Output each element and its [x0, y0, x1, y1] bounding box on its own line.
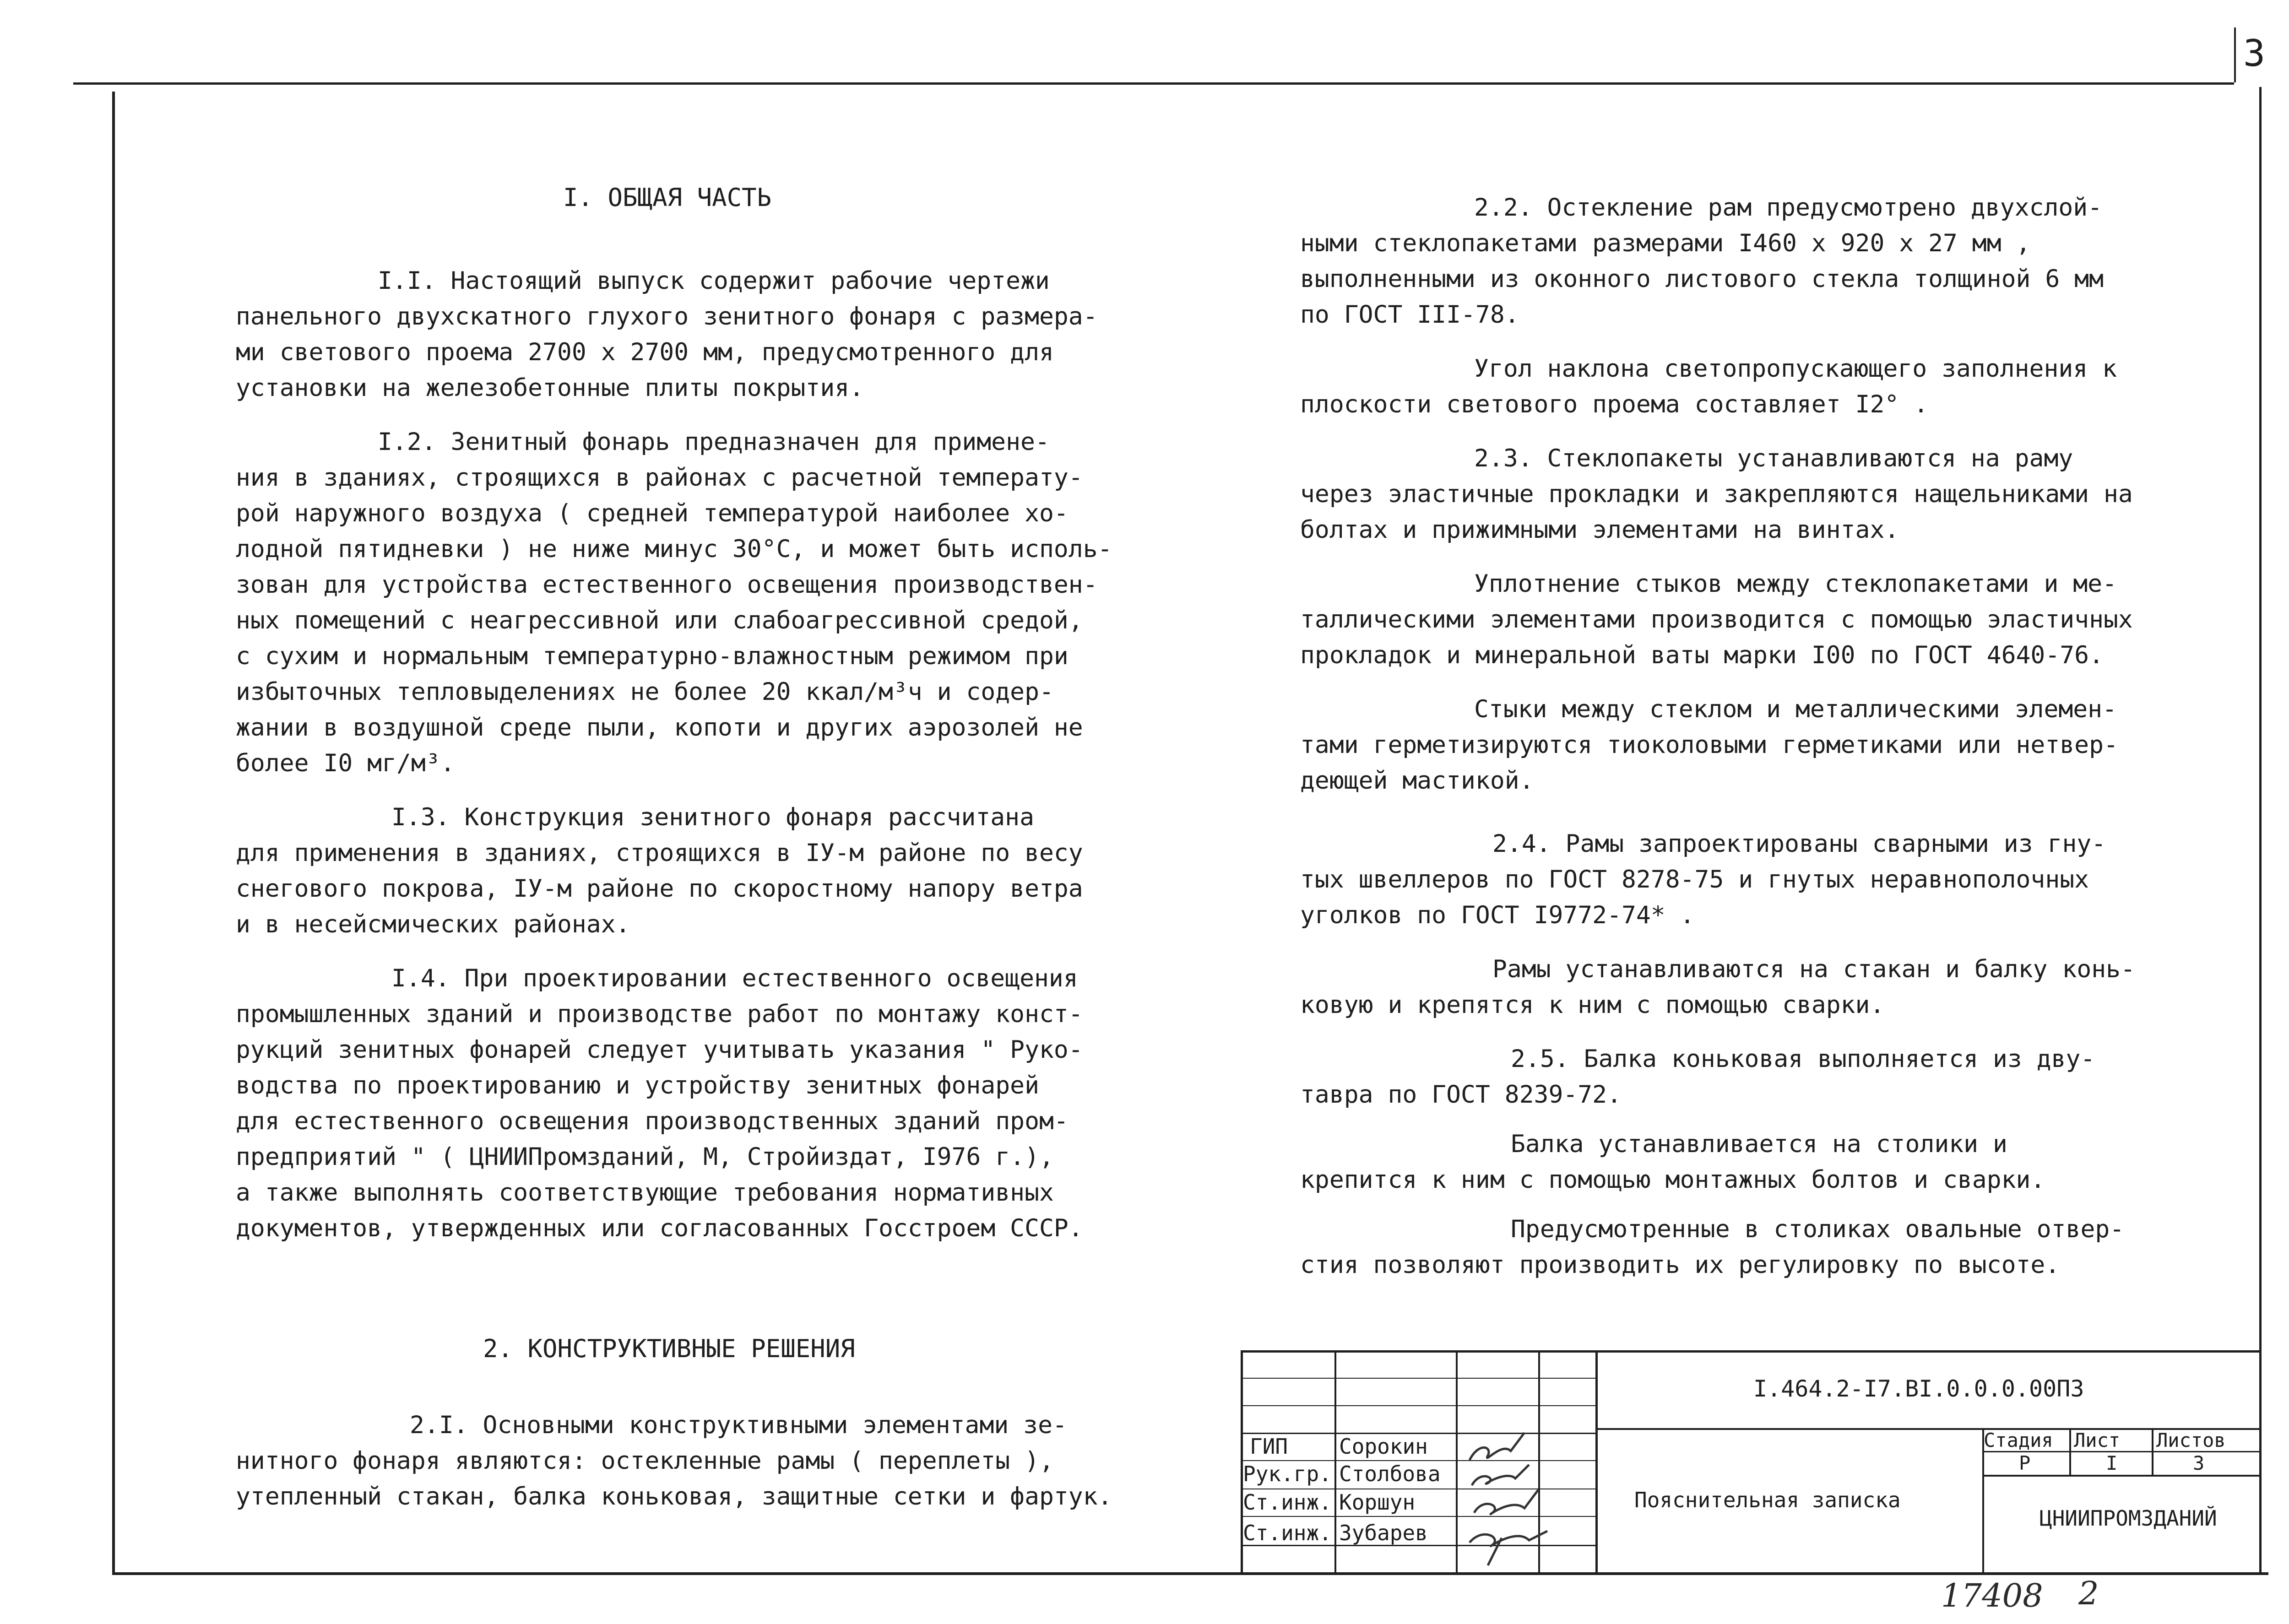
paragraph-2-5b: [1300, 1126, 2216, 1198]
text-line: с сухим и нормальным температурно-влажностным режимом при: [236, 642, 1069, 670]
text-line: 2.4. Рамы запроектированы сварными из гну-: [1492, 830, 2106, 858]
text-line: утепленный стакан, балка коньковая, защитные сетки и фартук.: [236, 1483, 1112, 1510]
text-line: промышленных зданий и производстве работ по монтажу конст-: [236, 1000, 1083, 1028]
text-line: рукций зенитных фонарей следует учитывать указания " Руко-: [236, 1036, 1083, 1064]
signature-3: [1474, 1490, 1538, 1514]
text-line: 2.2. Остекление рам предусмотрено двухслой-: [1474, 194, 2103, 222]
frame-left-line: [112, 92, 115, 1575]
paragraph-1-4: [236, 961, 1106, 1246]
paragraph-2-2: [1300, 190, 2216, 333]
text-line: избыточных тепловыделениях не более 20 ккал/м³ч и содер-: [236, 678, 1054, 706]
text-line: Предусмотренные в столиках овальные отвер-: [1511, 1215, 2125, 1243]
text-line: таллическими элементами производится с помощью эластичных: [1300, 606, 2133, 633]
text-line: прокладок и минеральной ваты марки I00 по ГОСТ 4640-76.: [1300, 641, 2104, 669]
text-line: через эластичные прокладки и закрепляются нащельниками на: [1300, 480, 2133, 508]
text-line: нитного фонаря являются: остекленные рамы ( переплеты ),: [236, 1447, 1054, 1475]
text-line: для естественного освещения производственных зданий пром-: [236, 1107, 1069, 1135]
text-line: Уплотнение стыков между стеклопакетами и ме-: [1474, 570, 2117, 598]
tb-col-line: [1456, 1350, 1458, 1575]
header-sheets: Листов: [2156, 1429, 2226, 1451]
text-line: болтах и прижимными элементами на винтах.: [1300, 516, 1899, 544]
left-text-column-2: [236, 1407, 1128, 1515]
title-block: [1241, 1350, 2262, 1575]
text-line: документов, утвержденных или согласованных Госстроем СССР.: [236, 1214, 1083, 1242]
tb-col-line: [1334, 1350, 1336, 1575]
text-line: установки на железобетонные плиты покрытия.: [236, 374, 864, 402]
text-line: крепится к ним с помощью монтажных болтов и сварки.: [1300, 1166, 2045, 1194]
value-sheet: I: [2106, 1452, 2118, 1474]
text-line: Угол наклона светопропускающего заполнения к: [1474, 355, 2117, 383]
paragraph-2-3c: [1300, 692, 2216, 799]
paragraph-1-3: [236, 800, 1106, 942]
text-line: по ГОСТ III-78.: [1300, 301, 1519, 329]
name-stolbova: Столбова: [1339, 1462, 1441, 1486]
paragraph-2-5: [1300, 1041, 2216, 1113]
text-line: снегового покрова, IУ-м районе по скоростному напору ветра: [236, 875, 1083, 903]
paragraph-2-3: [1300, 441, 2216, 548]
paragraph-2-5c: [1300, 1212, 2216, 1283]
text-line: уголков по ГОСТ I9772-74* .: [1300, 901, 1695, 929]
value-sheets: 3: [2193, 1452, 2205, 1474]
text-line: рой наружного воздуха ( средней температурой наиболее хо-: [236, 499, 1069, 527]
text-line: панельного двухскатного глухого зенитного фонаря с размера-: [236, 303, 1098, 330]
paragraph-1-2: [236, 424, 1112, 781]
text-line: лодной пятидневки ) не ниже минус 30°С, и может быть исполь-: [236, 535, 1112, 563]
text-line: I.4. При проектировании естественного освещения: [391, 964, 1078, 992]
tb-top-line: [1241, 1350, 2262, 1353]
organization: ЦНИИПРОМЗДАНИЙ: [2039, 1506, 2217, 1531]
doc-code: I.464.2-I7.BI.0.0.0.00ПЗ: [1753, 1375, 2084, 1402]
text-line: I.2. Зенитный фонарь предназначен для примене-: [378, 428, 1050, 456]
sheet-number: 3: [2243, 32, 2266, 75]
paragraph-2-2b: [1300, 351, 2216, 422]
signature-2: [1472, 1465, 1529, 1485]
header-stage: Стадия: [1984, 1429, 2053, 1451]
left-text-column: [236, 263, 1112, 1246]
role-gip: ГИП: [1250, 1434, 1288, 1459]
text-line: зован для устройства естественного освещения производствен-: [236, 571, 1098, 599]
text-line: ными стеклопакетами размерами I460 х 920 х 27 мм ,: [1300, 229, 2031, 257]
section2-title: 2. КОНСТРУКТИВНЫЕ РЕШЕНИЯ: [483, 1334, 855, 1363]
signatures: [1460, 1428, 1607, 1575]
value-stage: Р: [2019, 1452, 2031, 1474]
text-line: предприятий " ( ЦНИИПромзданий, М, Стройиздат, I976 г.),: [236, 1143, 1054, 1171]
footer-mark: 2: [2078, 1575, 2099, 1612]
paragraph-2-4: [1300, 826, 2216, 933]
text-line: тых швеллеров по ГОСТ 8278-75 и гнутых неравнополочных: [1300, 866, 2089, 893]
role-group-lead: Рук.гр.: [1243, 1462, 1332, 1486]
text-line: тавра по ГОСТ 8239-72.: [1300, 1081, 1622, 1109]
text-line: а также выполнять соответствующие требования нормативных: [236, 1179, 1054, 1207]
text-line: выполненными из оконного листового стекла толщиной 6 мм: [1300, 265, 2104, 293]
tb-row-line: [1241, 1378, 1595, 1379]
text-line: для применения в зданиях, строящихся в IУ-м районе по весу: [236, 839, 1083, 867]
paragraph-2-1: [236, 1407, 1128, 1515]
name-korshun: Коршун: [1339, 1490, 1416, 1515]
text-line: Рамы устанавливаются на стакан и балку конь-: [1492, 955, 2135, 983]
doc-name: Пояснительная записка: [1634, 1488, 1901, 1512]
text-line: Балка устанавливается на столики и: [1511, 1130, 2007, 1158]
paragraph-2-4b: [1300, 952, 2216, 1023]
frame-top-line: [73, 82, 2234, 85]
right-text-column: [1300, 190, 2216, 1283]
tb-row-line: [1241, 1405, 1595, 1406]
name-zubarev: Зубарев: [1339, 1521, 1428, 1545]
text-line: ных помещений с неагрессивной или слабоагрессивной средой,: [236, 606, 1083, 634]
text-line: 2.I. Основными конструктивными элементами зе-: [410, 1411, 1067, 1439]
text-line: I.3. Конструкция зенитного фонаря рассчитана: [391, 803, 1034, 831]
text-line: ния в зданиях, строящихся в районах с расчетной температу-: [236, 464, 1083, 492]
inventory-number: 17408: [1941, 1577, 2043, 1614]
text-line: ми светового проема 2700 х 2700 мм, предусмотренного для: [236, 338, 1054, 366]
text-line: плоскости светового проема составляет I2° .: [1300, 390, 1929, 418]
text-line: более I0 мг/м³.: [236, 749, 455, 777]
text-line: 2.3. Стеклопакеты устанавливаются на раму: [1474, 444, 2073, 472]
tb-row-line: [1982, 1475, 2262, 1477]
text-line: деющей мастикой.: [1300, 767, 1534, 795]
name-sorokin: Сорокин: [1339, 1434, 1428, 1459]
corner-tick: [2234, 27, 2236, 82]
signature-4: [1470, 1531, 1547, 1565]
text-line: жании в воздушной среде пыли, копоти и других аэрозолей не: [236, 714, 1083, 742]
paragraph-1-1: [236, 263, 1106, 406]
role-senior-eng: Ст.инж.: [1243, 1490, 1332, 1515]
text-line: 2.5. Балка коньковая выполняется из дву-: [1511, 1045, 2095, 1073]
header-sheet: Лист: [2074, 1429, 2121, 1451]
text-line: водства по проектированию и устройству зенитных фонарей: [236, 1072, 1039, 1099]
text-line: Стыки между стеклом и металлическими элемен-: [1474, 695, 2117, 723]
signature-1: [1470, 1433, 1524, 1460]
text-line: ковую и крепятся к ним с помощью сварки.: [1300, 991, 1885, 1019]
paragraph-2-3b: [1300, 566, 2216, 673]
text-line: стия позволяют производить их регулировку по высоте.: [1300, 1251, 2060, 1279]
text-line: и в несейсмических районах.: [236, 910, 630, 938]
section1-title: I. ОБЩАЯ ЧАСТЬ: [563, 183, 772, 212]
text-line: тами герметизируются тиоколовыми герметиками или нетвер-: [1300, 731, 2118, 759]
role-senior-eng-2: Ст.инж.: [1243, 1521, 1332, 1545]
text-line: I.I. Настоящий выпуск содержит рабочие чертежи: [378, 267, 1050, 295]
